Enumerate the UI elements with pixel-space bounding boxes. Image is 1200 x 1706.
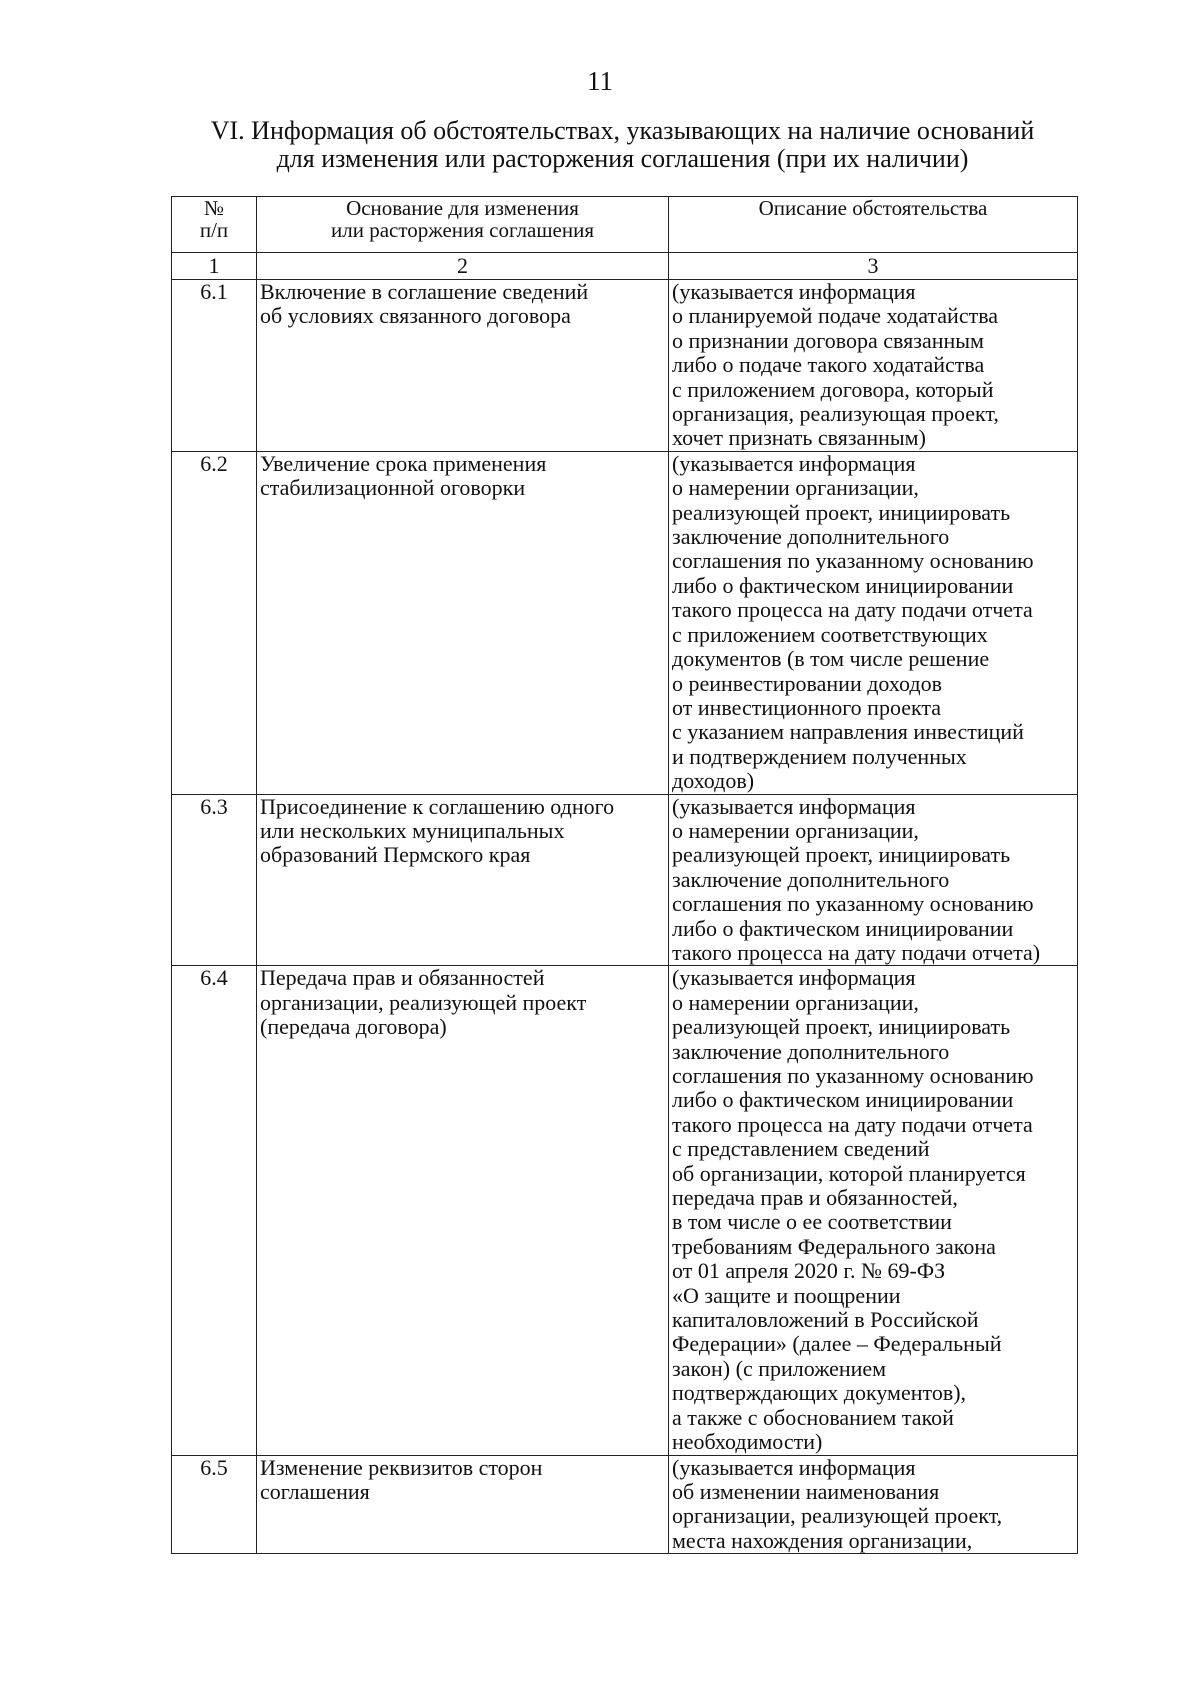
row-basis	[257, 451, 669, 794]
description-line: либо о фактическом инициировании	[672, 572, 1014, 598]
description-line: капиталовложений в Российской	[672, 1307, 979, 1333]
description-line: с указанием направления инвестиций	[672, 719, 1024, 745]
description-line: Федерации» (далее – Федеральный	[672, 1331, 1002, 1357]
table-header-row	[172, 197, 1078, 253]
description-line: (указывается информация	[672, 793, 916, 819]
header-basis: Основание для изменения или расторжения соглашения	[257, 197, 669, 253]
section-title-line-1: VI. Информация об обстоятельствах, указывающих на наличие оснований	[210, 116, 1035, 145]
description-line: а также с обоснованием такой	[672, 1404, 954, 1430]
basis-line: или нескольких муниципальных	[260, 817, 565, 843]
description-line: и подтверждением полученных	[672, 743, 967, 769]
basis-line: Включение в соглашение сведений	[260, 279, 589, 304]
index-cell: 2	[257, 253, 669, 280]
description-line: от 01 апреля 2020 г. № 69-ФЗ	[672, 1258, 946, 1284]
description-line: (указывается информация	[672, 279, 916, 304]
description-line: реализующей проект, инициировать	[672, 842, 1011, 868]
description-line: в том числе о ее соответствии	[672, 1209, 952, 1235]
description-line: с приложением соответствующих	[672, 621, 988, 647]
description-line: об организации, которой планируется	[672, 1160, 1026, 1186]
description-line: такого процесса на дату подачи отчета	[672, 597, 1033, 623]
description-line: такого процесса на дату подачи отчета	[672, 1111, 1033, 1137]
row-number: 6.5	[172, 1455, 257, 1554]
table-row	[172, 280, 1078, 452]
section-title	[150, 117, 1095, 173]
basis-line: образований Пермского края	[260, 842, 531, 868]
description-line: либо о фактическом инициировании	[672, 1087, 1014, 1113]
row-description	[669, 1455, 1078, 1554]
description-line: заключение дополнительного	[672, 866, 950, 892]
row-basis	[257, 1455, 669, 1554]
basis-line: Увеличение срока применения	[260, 450, 547, 476]
description-line: документов (в том числе решение	[672, 646, 990, 672]
description-line: либо о фактическом инициировании	[672, 915, 1014, 941]
circumstances-table	[171, 196, 1078, 1554]
basis-line: соглашения	[260, 1478, 370, 1504]
description-line: о намерении организации,	[672, 989, 919, 1015]
header-description: Описание обстоятельства	[669, 197, 1078, 253]
description-line: реализующей проект, инициировать	[672, 499, 1011, 525]
index-cell: 1	[172, 253, 257, 280]
row-description	[669, 280, 1078, 452]
description-line: (указывается информация	[672, 450, 916, 476]
page-number: 11	[587, 66, 613, 96]
description-line: такого процесса на дату подачи отчета)	[672, 939, 1041, 965]
row-number: 6.4	[172, 966, 257, 1455]
table-row	[172, 794, 1078, 966]
index-cell: 3	[669, 253, 1078, 280]
row-number: 6.2	[172, 451, 257, 794]
description-line: соглашения по указанному основанию	[672, 891, 1034, 917]
description-line: заключение дополнительного	[672, 524, 950, 550]
basis-line: Присоединение к соглашению одного	[260, 793, 615, 819]
basis-line: Передача прав и обязанностей	[260, 965, 545, 991]
description-line: о признании договора связанным	[672, 327, 984, 353]
description-line: необходимости)	[672, 1429, 823, 1455]
description-line: о реинвестировании доходов	[672, 670, 942, 696]
row-number: 6.1	[172, 280, 257, 452]
description-line: организация, реализующая проект,	[672, 401, 999, 427]
description-line: хочет признать связанным)	[672, 425, 926, 451]
description-line: передача прав и обязанностей,	[672, 1185, 958, 1211]
header-number: № п/п	[172, 197, 257, 253]
description-line: закон) (с приложением	[672, 1355, 887, 1381]
description-line: соглашения по указанному основанию	[672, 1063, 1034, 1088]
basis-line: организации, реализующей проект	[260, 989, 587, 1015]
description-line: реализующей проект, инициировать	[672, 1014, 1011, 1040]
basis-line: (передача договора)	[260, 1014, 447, 1040]
description-line: либо о подаче такого ходатайства	[672, 352, 985, 378]
table-index-row	[172, 253, 1078, 280]
description-line: доходов)	[672, 768, 755, 794]
description-line: об изменении наименования	[672, 1478, 940, 1504]
description-line: заключение дополнительного	[672, 1038, 950, 1064]
table-row	[172, 966, 1078, 1455]
description-line: подтверждающих документов),	[672, 1380, 967, 1406]
description-line: с приложением договора, который	[672, 376, 994, 402]
table-row	[172, 451, 1078, 794]
row-basis	[257, 966, 669, 1455]
description-line: соглашения по указанному основанию	[672, 548, 1034, 574]
description-line: с представлением сведений	[672, 1136, 930, 1162]
basis-line: Изменение реквизитов сторон	[260, 1454, 543, 1480]
description-line: организации, реализующей проект,	[672, 1503, 1003, 1529]
basis-line: стабилизационной оговорки	[260, 475, 526, 501]
section-title-line-2: для изменения или расторжения соглашения (при их наличии)	[276, 144, 969, 173]
description-line: от инвестиционного проекта	[672, 694, 942, 720]
row-basis	[257, 794, 669, 966]
description-line: (указывается информация	[672, 1454, 916, 1480]
description-line: (указывается информация	[672, 965, 916, 991]
description-line: о планируемой подаче ходатайства	[672, 303, 999, 329]
description-line: «О защите и поощрении	[672, 1282, 901, 1308]
table-row	[172, 1455, 1078, 1554]
basis-line: об условиях связанного договора	[260, 303, 571, 329]
row-description	[669, 451, 1078, 794]
row-basis	[257, 280, 669, 452]
description-line: о намерении организации,	[672, 817, 919, 843]
description-line: о намерении организации,	[672, 475, 919, 501]
description-line: места нахождения организации,	[672, 1527, 973, 1553]
description-line: требованиям Федерального закона	[672, 1233, 996, 1259]
row-description	[669, 966, 1078, 1455]
row-description	[669, 794, 1078, 966]
row-number: 6.3	[172, 794, 257, 966]
